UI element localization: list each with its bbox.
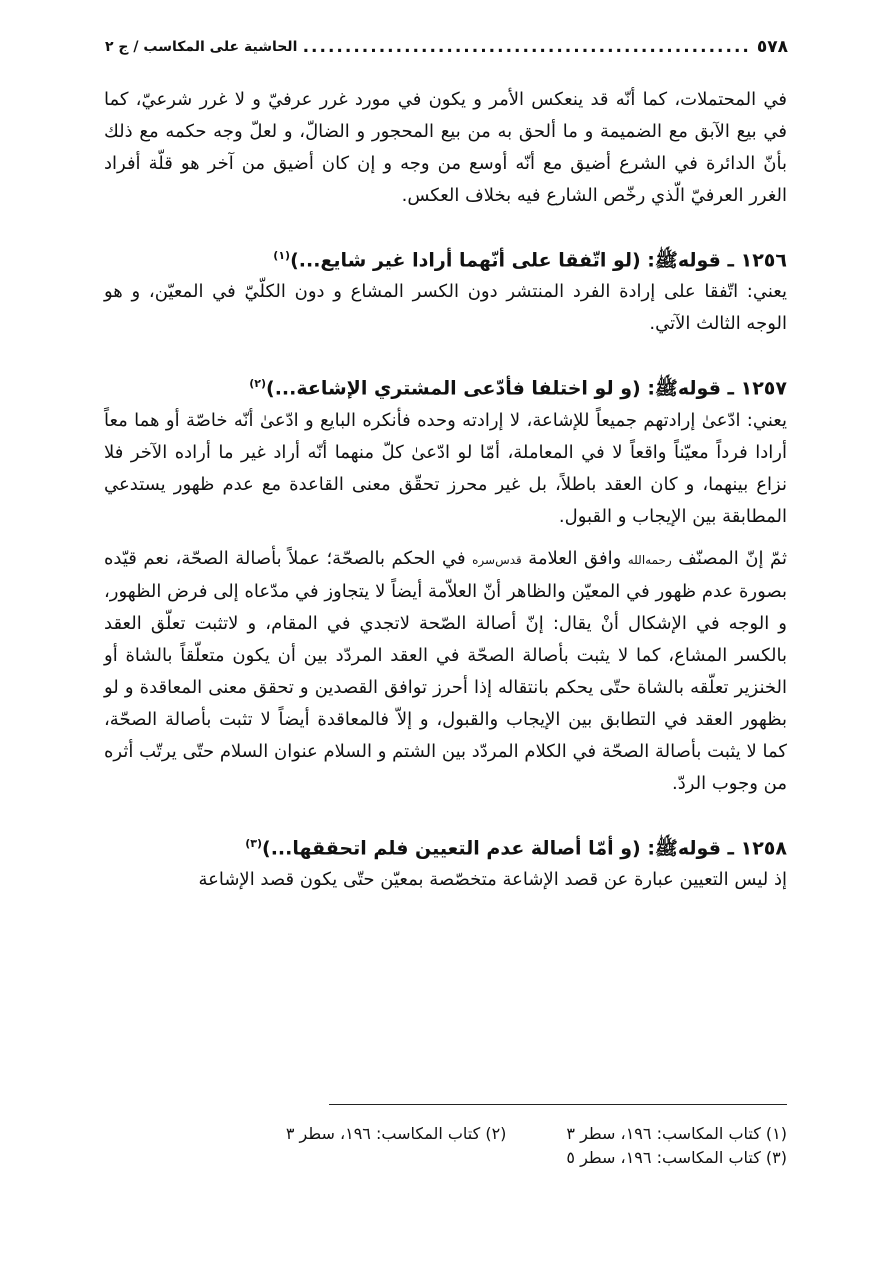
header-leader-dots <box>303 37 750 57</box>
section-heading-1258 <box>104 828 787 864</box>
text-run: في الحكم بالصحّة؛ عملاً بأصالة الصحّة، نعم قيّده بصورة عدم ظهور في المعيّن والظاهر أنّ العلاّمة أيضاً لا يتجاوز في مدّعاه إلى فرض الظهور، و الوجه في الإشكال أنْ يقال: إنّ أصالة الصّحة لاتجدي في المقام، و لاتثبت تعلّق العقد بالكسر المشاع، كما لا يثبت بأصالة الصحّة في العقد المردّد بين أن يكون متعلّقاً بالشاة أو الخنزير تعلّقه بالشاة حتّى يحكم بانتقاله إذا أحرز توافق القصدين و تحقق معنى المعاقدة و لو بظهور العقد في التطابق بين الإيجاب والقبول، و إلاّ فالمعاقدة أيضاً لا تثبت بأصالة الصحّة، كما لا يثبت بأصالة الصحّة في الكلام المردّد بين الشتم و السلام عنوان السلام حتّى يرتّب أثره من وجوب الردّ. <box>104 547 787 794</box>
heading-text: ١٢٥٧ ـ قولهﷺ: (و لو اختلفا فأدّعى المشتري الإشاعة...) <box>266 377 787 400</box>
footnote-ref-2: (٢) <box>249 377 267 391</box>
page-number: ٥٧٨ <box>756 37 788 57</box>
text-run: وافق العلامة <box>528 547 622 569</box>
footnote-2: (٢) كتاب المكاسب: ١٩٦، سطر ٣ <box>285 1124 507 1143</box>
main-text <box>104 84 787 896</box>
honorific: قدس‌سره <box>472 552 522 567</box>
section-heading-1257 <box>104 368 787 404</box>
text-run: ثمّ إنّ المصنّف <box>678 547 787 569</box>
running-title: الحاشية على المكاسب / ج ٢ <box>105 39 298 55</box>
footnote-3: (٣) كتاب المكاسب: ١٩٦، سطر ٥ <box>566 1148 787 1167</box>
footnote-ref-3: (٣) <box>245 836 263 850</box>
page-header <box>105 30 788 64</box>
paragraph-intro: في المحتملات، كما أنّه قد ينعكس الأمر و يكون في مورد غرر عرفيّ و لا غرر شرعيّ، كما في بيع الآبق مع الضميمة و ما ألحق به من بيع المحجور و الضالّ، و لعلّ وجه حكمه مع ذلك بأنّ الدائرة في الشرع أضيق مع أنّه أوسع من وجه و إن كان أضيق من آخر هو قلّة أفراد الغرر العرفيّ الّذي رخّص الشارع فيه بخلاف العكس. <box>104 89 787 206</box>
heading-text: ١٢٥٨ ـ قولهﷺ: (و أمّا أصالة عدم التعيين فلم اتحققها...) <box>262 836 787 859</box>
footnotes <box>207 1122 787 1170</box>
heading-text: ١٢٥٦ ـ قولهﷺ: (لو اتّفقا على أنّهما أرادا غير شايع...) <box>290 249 787 272</box>
footnote-divider <box>329 1104 787 1105</box>
paragraph-1258: إذ ليس التعيين عبارة عن قصد الإشاعة متخصّصة بمعيّن حتّى يكون قصد الإشاعة <box>198 868 787 890</box>
paragraph-1257-a: يعني: ادّعىٰ إرادتهم جميعاً للإشاعة، لا إرادته وحده فأنكره البايع و ادّعىٰ أنّه خاصّة أو هما معاً أرادا فرداً معيّناً واقعاً لا في المعاملة، أمّا لو ادّعىٰ كلّ منهما أنّه أراد غير ما أراده الآخر فلا نزاع بينهما، و كان العقد باطلاً، بل غير محرز تحقّق معنى القاعدة مع عدم ظهور يستدعي المطابقة بين الإيجاب و القبول. <box>104 409 787 527</box>
footnote-1: (١) كتاب المكاسب: ١٩٦، سطر ٣ <box>566 1124 787 1143</box>
section-heading-1256 <box>104 240 787 276</box>
footnote-ref-1: (١) <box>273 249 291 262</box>
honorific: رحمه‌الله <box>627 552 672 567</box>
paragraph-1257-b <box>104 543 787 800</box>
paragraph-1256: يعني: اتّفقا على إرادة الفرد المنتشر دون الكسر المشاع و دون الكلّيّ في المعيّن، و هو الوجه الثالث الآتي. <box>104 281 787 335</box>
